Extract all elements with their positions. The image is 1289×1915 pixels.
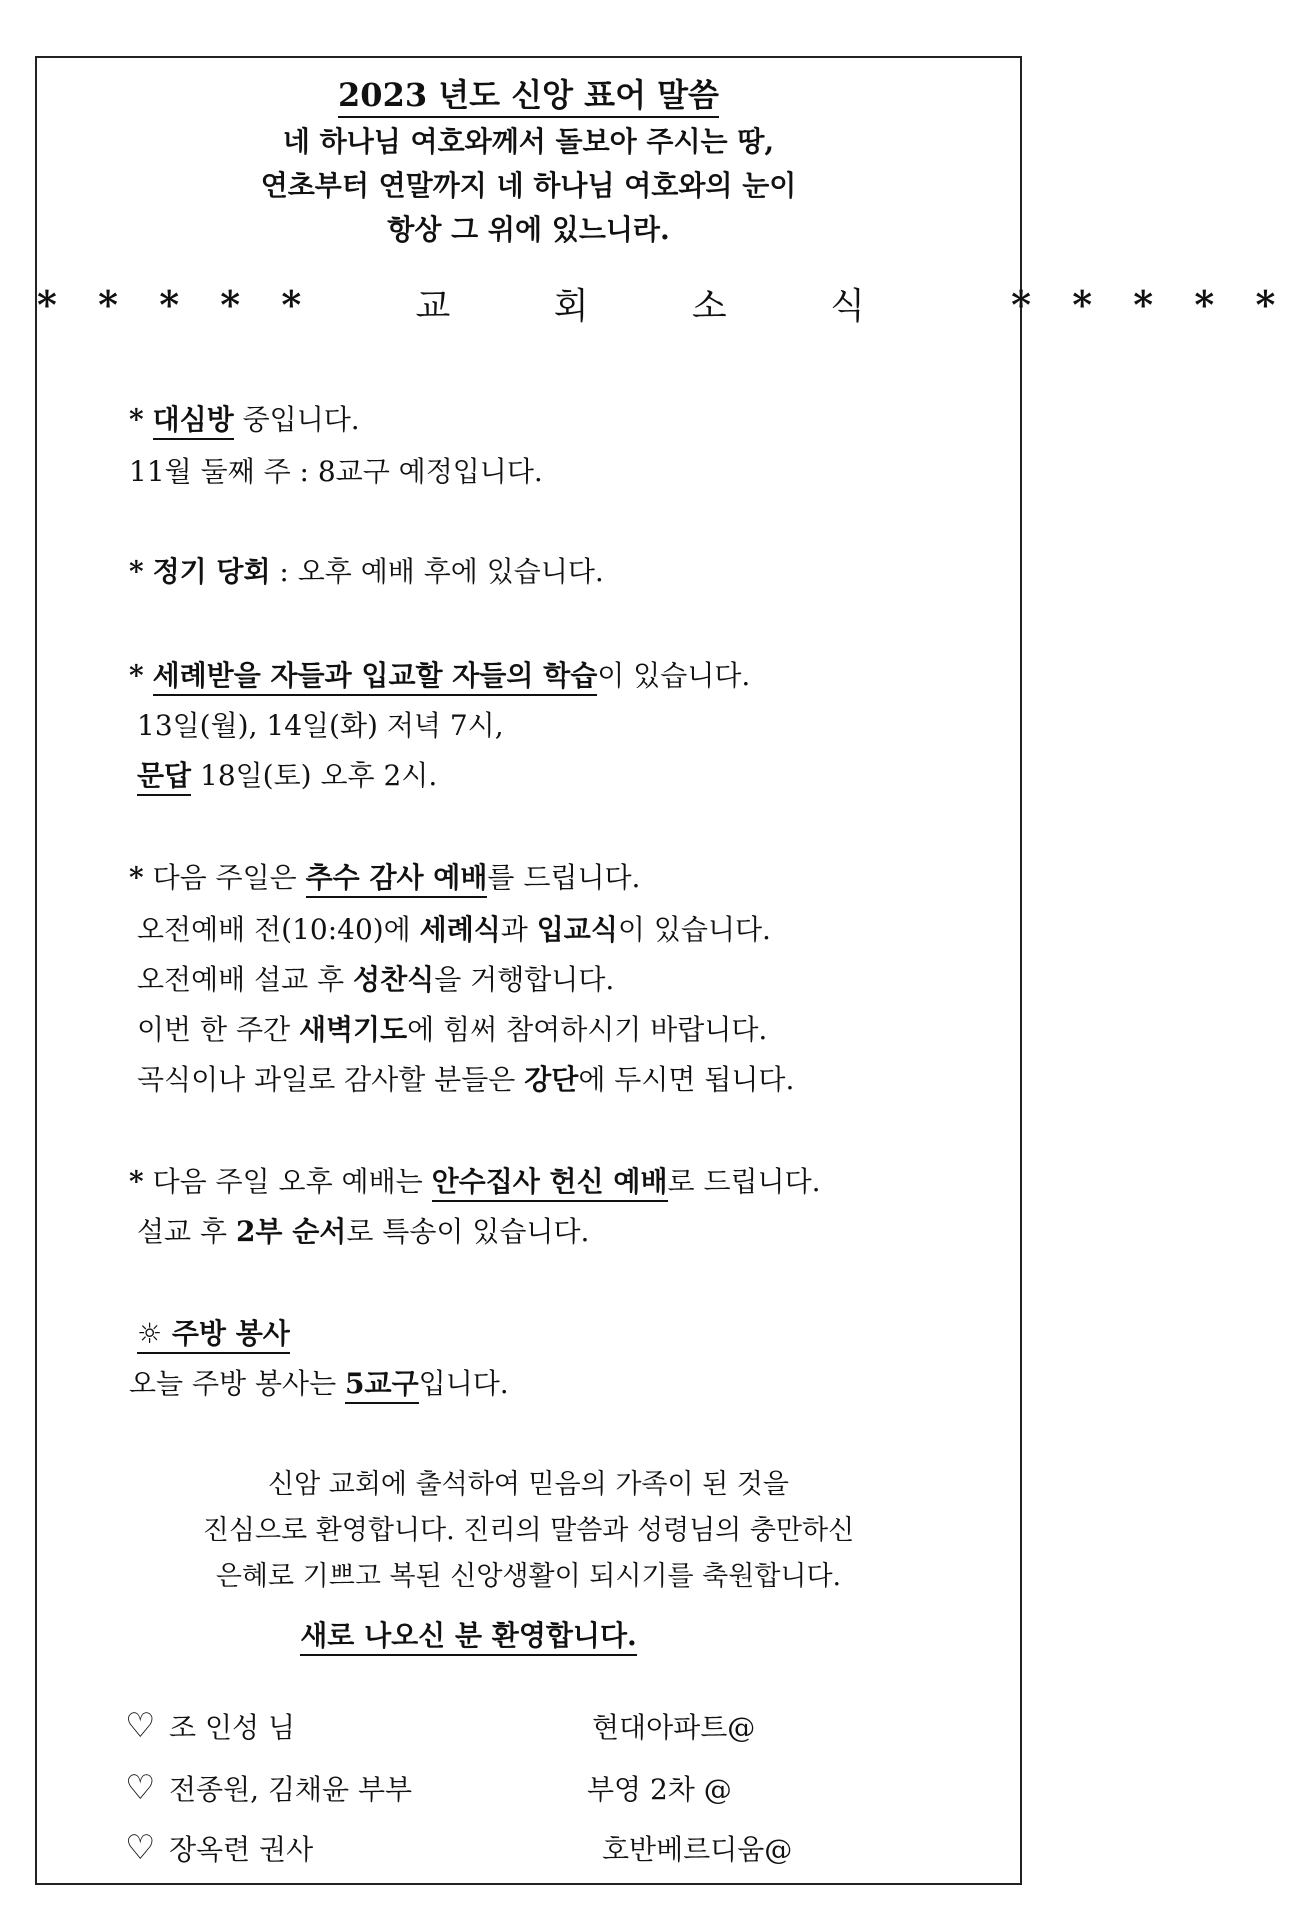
- news-thanksgiving-title: 추수 감사 예배: [306, 861, 488, 898]
- text: 에 힘써 참여하시기 바랍니다.: [407, 1013, 768, 1046]
- newcomer-name: [125, 1768, 412, 1808]
- news-baptism-title: 세례받을 자들과 입교할 자들의 학습: [153, 659, 598, 696]
- newcomer-place: 현대아파트@: [592, 1711, 756, 1744]
- news-thanksgiving-line4: [137, 1008, 767, 1048]
- kitchen-heading-underline: [137, 1317, 290, 1354]
- text: 오늘 주방 봉사는: [129, 1367, 346, 1400]
- kitchen-title: 주방 봉사: [171, 1317, 290, 1350]
- news-thanksgiving-pre: 다음 주일은: [152, 861, 306, 894]
- news-baptism: [129, 654, 750, 694]
- text: 에 두시면 됩니다.: [578, 1063, 795, 1096]
- section-heading-label: 교 회 소 식: [415, 286, 911, 327]
- welcome-line1: 신암 교회에 출석하여 믿음의 가족이 된 것을: [268, 1469, 789, 1500]
- bulletin-frame: [35, 56, 1289, 1885]
- second-part: 2부 순서: [235, 1215, 347, 1248]
- news-meeting-title: 정기 당회: [152, 555, 271, 588]
- bullet: *: [129, 1165, 144, 1198]
- news-thanksgiving-line2: [137, 908, 771, 948]
- heart-icon: ♡: [125, 1828, 156, 1868]
- bullet: *: [129, 555, 144, 588]
- news-meeting-rest: : 오후 예배 후에 있습니다.: [270, 555, 604, 588]
- communion: 성찬식: [353, 963, 435, 996]
- altar: 강단: [524, 1063, 579, 1096]
- news-baptism-line3: [137, 754, 437, 794]
- news-thanksgiving-line3: [137, 958, 614, 998]
- bullet: *: [129, 659, 144, 692]
- text: 오전예배 설교 후: [137, 963, 354, 996]
- motto-title: [37, 70, 1020, 116]
- news-evening-title: 안수집사 헌신 예배: [432, 1165, 668, 1202]
- text: 곡식이나 과일로 감사할 분들은: [137, 1063, 525, 1096]
- text: 과: [500, 913, 537, 946]
- news-visit-line2: 11월 둘째 주 : 8교구 예정입니다.: [129, 455, 543, 488]
- baptism-ceremony: 세례식: [419, 913, 501, 946]
- news-meeting: [129, 550, 604, 590]
- newcomer-place: 부영 2차 @: [587, 1773, 732, 1806]
- text: 을 거행합니다.: [434, 963, 615, 996]
- newcomer-name: [125, 1828, 313, 1868]
- newcomers-title-text: 새로 나오신 분 환영합니다.: [300, 1619, 637, 1656]
- motto-title-text: 2023 년도 신앙 표어 말씀: [338, 76, 719, 118]
- section-heading: [37, 278, 1289, 329]
- news-visit-rest: 중입니다.: [233, 403, 360, 436]
- text: 입니다.: [418, 1367, 509, 1400]
- bullet: *: [129, 861, 144, 894]
- text: 이번 한 주간: [137, 1013, 299, 1046]
- news-visit-title: 대심방: [153, 403, 234, 440]
- heart-icon: ♡: [125, 1706, 156, 1746]
- dawn-prayer: 새벽기도: [298, 1013, 408, 1046]
- news-evening-line2: [137, 1210, 589, 1250]
- motto-verse-line2: 연초부터 연말까지 네 하나님 여호와의 눈이: [260, 169, 797, 202]
- newcomer-name: [125, 1706, 295, 1746]
- news-visit: [129, 398, 360, 438]
- news-thanksgiving-line5: [137, 1058, 794, 1098]
- news-thanksgiving-rest: 를 드립니다.: [487, 861, 641, 894]
- motto-verse-line1: 네 하나님 여호와께서 돌보아 주시는 땅,: [282, 125, 775, 158]
- welcome-line2: 진심으로 환영합니다. 진리의 말씀과 성령님의 충만하신: [202, 1515, 855, 1546]
- text: 로 특송이 있습니다.: [346, 1215, 590, 1248]
- news-evening: [129, 1160, 821, 1200]
- newcomers-title: [0, 1614, 1020, 1654]
- heart-icon: ♡: [125, 1768, 156, 1808]
- newcomer-place: 호반베르디움@: [602, 1833, 793, 1866]
- motto-verse-line3: 항상 그 위에 있느니라.: [387, 213, 670, 246]
- kitchen-line: [129, 1362, 509, 1402]
- news-baptism-line2: 13일(월), 14일(화) 저녁 7시,: [137, 709, 504, 742]
- news-thanksgiving: [129, 856, 640, 896]
- kitchen-heading: [137, 1312, 290, 1352]
- bullet: *: [129, 403, 144, 436]
- sun-icon: ☼: [137, 1317, 163, 1350]
- news-baptism-rest: 이 있습니다.: [597, 659, 751, 692]
- news-evening-rest: 로 드립니다.: [667, 1165, 821, 1198]
- news-evening-pre: 다음 주일 오후 예배는: [152, 1165, 432, 1198]
- confirmation-ceremony: 입교식: [536, 913, 618, 946]
- newcomer-name-text: 장옥련 권사: [169, 1833, 314, 1866]
- stars-right: * * * * *: [1011, 282, 1289, 327]
- text: 이 있습니다.: [617, 913, 771, 946]
- text: 오전예배 전(10:40)에: [137, 913, 420, 946]
- stars-left: * * * * *: [37, 282, 316, 327]
- kitchen-district: 5교구: [345, 1367, 419, 1404]
- newcomer-name-text: 전종원, 김채윤 부부: [169, 1773, 413, 1806]
- text: 설교 후: [137, 1215, 236, 1248]
- news-baptism-exam-time: 18일(토) 오후 2시.: [191, 759, 438, 792]
- newcomer-name-text: 조 인성 님: [169, 1711, 295, 1744]
- welcome-line3: 은혜로 기쁘고 복된 신앙생활이 되시기를 축원합니다.: [215, 1561, 842, 1592]
- news-baptism-exam: 문답: [137, 759, 191, 796]
